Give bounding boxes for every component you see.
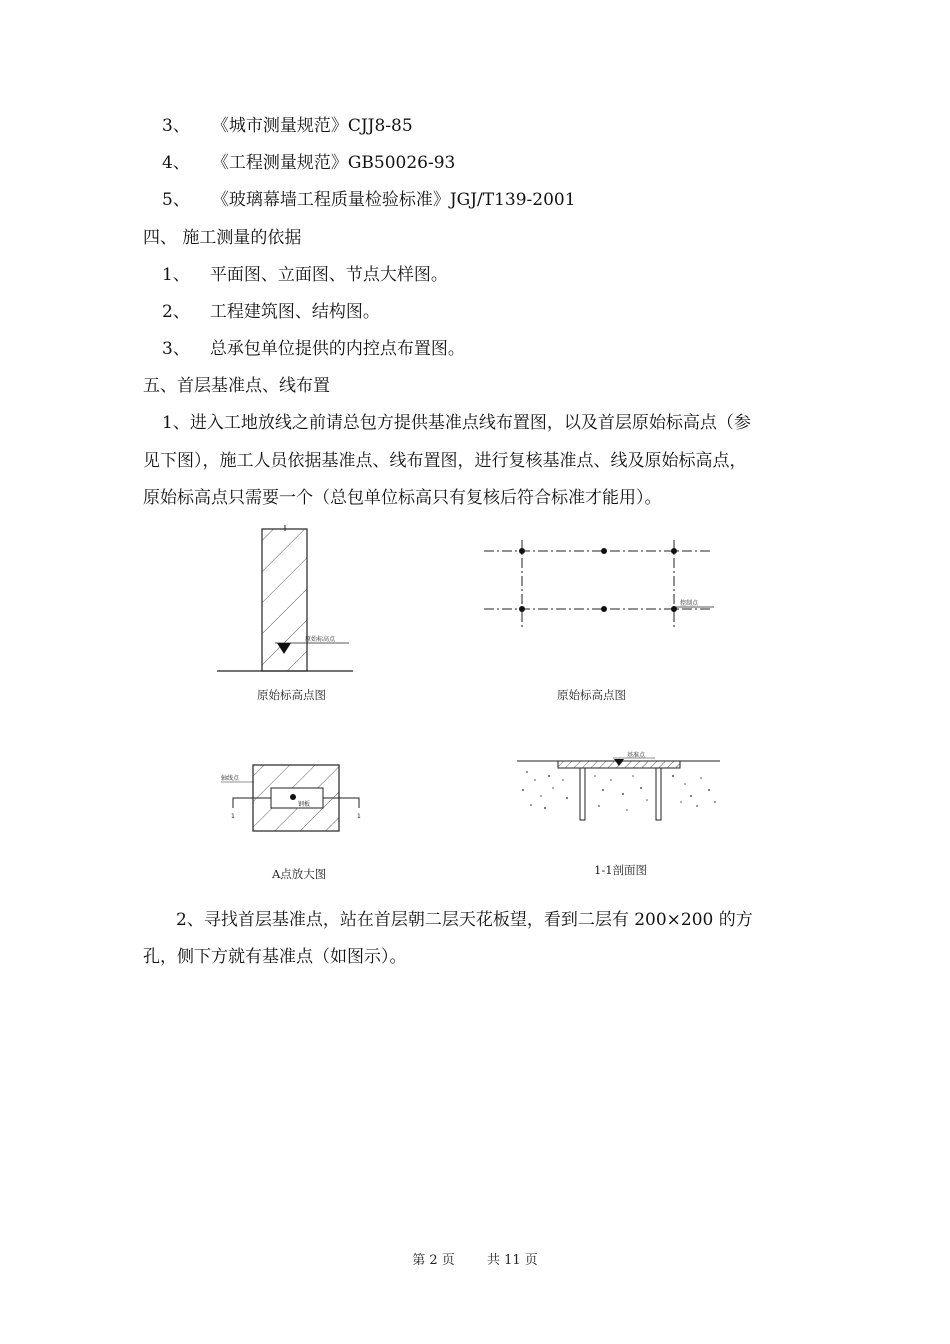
figure-caption-1: 原始标高点图 [257, 688, 326, 702]
standard-text: 《玻璃幕墙工程质量检验标准》JGJ/T139-2001 [211, 190, 576, 210]
figure-control-grid [482, 538, 717, 633]
section4-item-2 [162, 301, 380, 323]
standard-number: 3、 [162, 116, 190, 136]
elevation-label: 原始标高点 [305, 636, 336, 643]
standard-item-5 [162, 189, 576, 211]
control-point [601, 548, 607, 554]
item-text: 平面图、立面图、节点大样图。 [209, 265, 448, 285]
figure-caption-2: 原始标高点图 [557, 688, 626, 702]
page-footer [0, 1249, 950, 1268]
section4-item-1 [162, 264, 448, 286]
section-mark-right: 1 [357, 813, 361, 820]
control-point-label: 控制点 [680, 600, 699, 607]
control-point [601, 606, 607, 612]
page-total: 共 11 页 [486, 1253, 538, 1268]
section5-para1-line2: 见下图），施工人员依据基准点、线布置图，进行复核基准点、线及原始标高点， [143, 451, 747, 471]
steel-plate [271, 788, 323, 808]
axis-point-label: 轴线点 [221, 775, 240, 782]
figure-wall-elevation [215, 525, 355, 675]
standard-item-3 [162, 115, 413, 137]
figure-caption-3: A点放大图 [272, 867, 327, 881]
section4-item-3 [162, 338, 465, 360]
item-text: 总承包单位提供的内控点布置图。 [209, 339, 465, 359]
standard-item-4 [162, 152, 455, 174]
section5-para1-line3: 原始标高点只需要一个（总包单位标高只有复核后符合标准才能用）。 [143, 488, 662, 508]
anchor-bar-left [580, 768, 585, 820]
control-point [671, 548, 677, 554]
section-mark-left: 1 [231, 813, 235, 820]
item-number: 1、 [162, 265, 190, 285]
point-a-marker [290, 794, 296, 800]
item-text: 工程建筑图、结构图。 [209, 302, 380, 322]
section5-para2-line1: 2、寻找首层基准点，站在首层朝二层天花板望，看到二层有 200×200 的方 [176, 910, 753, 930]
standard-number: 5、 [162, 190, 190, 210]
section5-heading: 五、首层基准点、线布置 [143, 376, 330, 396]
figure-section-1-1 [515, 750, 725, 825]
section4-heading: 四、 施工测量的依据 [143, 228, 302, 248]
figure-caption-4: 1-1剖面图 [594, 863, 648, 877]
section5-para1-line1: 1、进入工地放线之前请总包方提供基准点线布置图，以及首层原始标高点（参 [162, 413, 751, 433]
page-number: 第 2 页 [412, 1253, 455, 1268]
section5-para2-line2: 孔，侧下方就有基准点（如图示）。 [143, 947, 407, 967]
item-number: 2、 [162, 302, 190, 322]
control-point [519, 548, 525, 554]
soil-speckle [522, 771, 716, 811]
item-number: 3、 [162, 339, 190, 359]
control-point [519, 606, 525, 612]
anchor-bar-right [656, 768, 661, 820]
standard-number: 4、 [162, 153, 190, 173]
steel-plate-label: 钢板 [298, 801, 311, 808]
standard-text: 《工程测量规范》GB50026-93 [211, 153, 456, 173]
datum-label: 基准点 [627, 752, 646, 759]
standard-text: 《城市测量规范》CJJ8-85 [211, 116, 413, 136]
figure-point-a-detail [218, 760, 368, 835]
